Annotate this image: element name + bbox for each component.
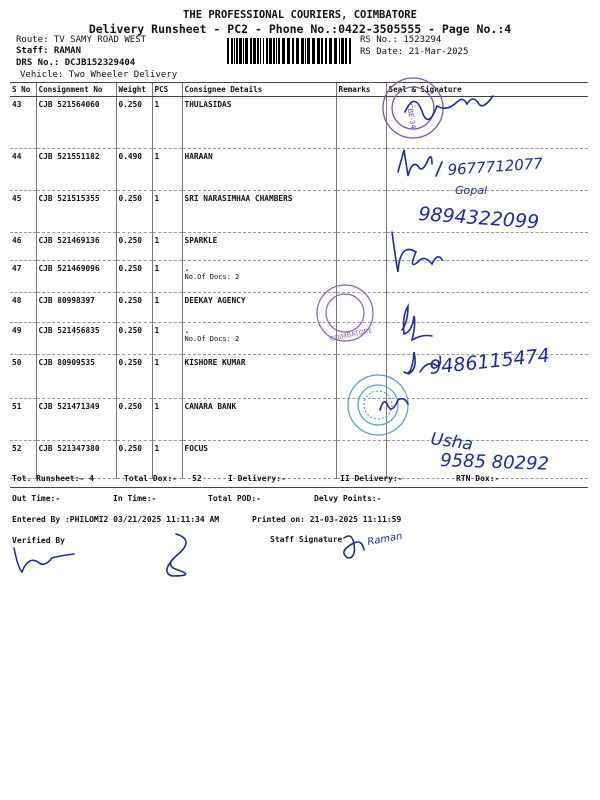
cell-weight-text: 0.490 xyxy=(118,152,142,161)
barcode-bar xyxy=(296,38,299,64)
barcode-bar xyxy=(239,38,242,64)
cell-sno-text: 49 xyxy=(12,326,22,335)
cell-pcs xyxy=(152,261,182,293)
cell-sno-text: 51 xyxy=(12,402,22,411)
cell-consignment-no-text: CJB 521564060 xyxy=(38,100,100,109)
cell-remarks xyxy=(336,355,386,399)
cell-weight-text: 0.250 xyxy=(118,194,142,203)
cell-weight-text: 0.250 xyxy=(118,358,142,367)
cell-consignment-no xyxy=(36,323,116,355)
barcode-bar xyxy=(287,38,290,64)
col-remarks: Remarks xyxy=(336,83,386,97)
cell-weight xyxy=(116,261,152,293)
cell-weight-text: 0.250 xyxy=(118,402,142,411)
cell-sno xyxy=(10,191,36,233)
cell-sno xyxy=(10,323,36,355)
cell-consignee-text: . xyxy=(184,264,190,273)
table-row xyxy=(10,261,588,293)
cell-consignee-text: SPARKLE xyxy=(184,236,218,245)
cell-weight xyxy=(116,441,152,479)
cell-consignment-no xyxy=(36,261,116,293)
cell-consignment-no-text: CJB 521456835 xyxy=(38,326,100,335)
cell-sno xyxy=(10,293,36,323)
table-row xyxy=(10,441,588,479)
cell-consignment-no-text: CJB 521551182 xyxy=(38,152,100,161)
cell-weight xyxy=(116,233,152,261)
cell-pcs xyxy=(152,233,182,261)
cell-consignee-text: SRI NARASIMHAA CHAMBERS xyxy=(184,194,293,203)
cell-pcs xyxy=(152,441,182,479)
cell-consignment-no xyxy=(36,441,116,479)
cell-pcs-text: 1 xyxy=(154,326,160,335)
cell-pcs xyxy=(152,97,182,149)
cell-remarks xyxy=(336,293,386,323)
cell-consignment-no xyxy=(36,293,116,323)
cell-seal-signature xyxy=(386,399,588,441)
cell-weight xyxy=(116,191,152,233)
cell-sno-text: 45 xyxy=(12,194,22,203)
cell-pcs xyxy=(152,399,182,441)
cell-consignment-no xyxy=(36,355,116,399)
barcode-bar xyxy=(260,38,261,64)
cell-sno xyxy=(10,441,36,479)
barcode-bar xyxy=(329,38,332,64)
cell-pcs xyxy=(152,323,182,355)
barcode-bar xyxy=(263,38,264,64)
barcode-bar xyxy=(334,38,337,64)
table-row xyxy=(10,97,588,149)
cell-pcs-text: 1 xyxy=(154,358,160,367)
svg-text:9585 80292: 9585 80292 xyxy=(439,450,550,475)
cell-sno-text: 43 xyxy=(12,100,22,109)
cell-pcs xyxy=(152,149,182,191)
route: Route: TV SAMY ROAD WEST xyxy=(16,35,147,45)
cell-pcs-text: 1 xyxy=(154,100,160,109)
ii-delivery: II Delivery:- xyxy=(340,474,403,483)
col-sno: S No xyxy=(10,83,36,97)
svg-text:9677712077: 9677712077 xyxy=(447,154,544,179)
cell-pcs xyxy=(152,293,182,323)
cell-remarks xyxy=(336,261,386,293)
in-time: In Time:- xyxy=(113,494,157,503)
cell-weight-text: 0.250 xyxy=(118,264,142,273)
svg-text:9894322099: 9894322099 xyxy=(417,203,540,234)
cell-weight-text: 0.250 xyxy=(118,100,142,109)
col-pcs: PCS xyxy=(152,83,182,97)
barcode-bar xyxy=(245,38,248,64)
cell-weight xyxy=(116,399,152,441)
barcode-bar xyxy=(257,38,259,64)
barcode-bar xyxy=(341,38,344,64)
table-row xyxy=(10,293,588,323)
cell-weight xyxy=(116,355,152,399)
svg-text:9486115474: 9486115474 xyxy=(428,344,551,379)
barcode-bar xyxy=(349,38,351,64)
cell-consignee-text: . xyxy=(184,326,190,335)
cell-sno xyxy=(10,261,36,293)
total-dox-count: 52 xyxy=(192,474,202,483)
cell-consignee xyxy=(182,293,336,323)
i-delivery: I Delivery:- xyxy=(228,474,286,483)
svg-text:Usha: Usha xyxy=(429,429,475,455)
table-row xyxy=(10,191,588,233)
table-header-row xyxy=(10,83,588,97)
barcode-bar xyxy=(234,38,235,64)
cell-consignment-no xyxy=(36,233,116,261)
docs-count: No.Of Docs: 2 xyxy=(184,335,240,343)
docs-count: No.Of Docs: 2 xyxy=(184,273,240,281)
cell-consignment-no-text: CJB 80909535 xyxy=(38,358,95,367)
cell-weight-text: 0.250 xyxy=(118,326,142,335)
cell-remarks xyxy=(336,323,386,355)
barcode-bar xyxy=(243,38,244,64)
cell-consignee-text: HARAAN xyxy=(184,152,213,161)
cell-seal-signature xyxy=(386,355,588,399)
barcode-bar xyxy=(269,38,272,64)
cell-weight xyxy=(116,323,152,355)
entered-by: Entered By :PHILOMI2 03/21/2025 11:11:34 AM xyxy=(12,515,220,524)
barcode-bar xyxy=(321,38,323,64)
cell-consignee xyxy=(182,323,336,355)
cell-sno xyxy=(10,97,36,149)
cell-sno-text: 46 xyxy=(12,236,22,245)
barcode-bar xyxy=(325,38,327,64)
total-runsheet: Tot. Runsheet:- 4 xyxy=(12,474,94,483)
cell-seal-signature xyxy=(386,261,588,293)
cell-consignee-text: DEEKAY AGENCY xyxy=(184,296,246,305)
barcode-bar xyxy=(227,38,229,64)
cell-sno xyxy=(10,399,36,441)
vehicle: Vehicle: Two Wheeler Delivery xyxy=(20,70,178,80)
barcode-bar xyxy=(282,38,285,64)
cell-consignment-no xyxy=(36,399,116,441)
barcode-bar xyxy=(305,38,306,64)
cell-weight-text: 0.250 xyxy=(118,296,142,305)
cell-remarks xyxy=(336,441,386,479)
barcode-bar xyxy=(236,38,238,64)
barcode-bar xyxy=(253,38,256,64)
barcode-bar xyxy=(276,38,277,64)
delvy-points: Delvy Points:- xyxy=(314,494,382,503)
runsheet-table xyxy=(10,82,588,479)
barcode-bar xyxy=(312,38,315,64)
cell-seal-signature xyxy=(386,293,588,323)
cell-weight-text: 0.250 xyxy=(118,444,142,453)
cell-consignment-no xyxy=(36,149,116,191)
barcode-bar xyxy=(266,38,268,64)
table-row xyxy=(10,233,588,261)
cell-sno-text: 50 xyxy=(12,358,22,367)
cell-consignee xyxy=(182,399,336,441)
svg-text:Raman: Raman xyxy=(366,530,404,548)
barcode-bar xyxy=(317,38,320,64)
cell-consignee xyxy=(182,97,336,149)
cell-pcs-text: 1 xyxy=(154,402,160,411)
staff: Staff: RAMAN xyxy=(16,46,82,56)
cell-consignee-text: FOCUS xyxy=(184,444,208,453)
cell-consignee-text: THULASIDAS xyxy=(184,100,232,109)
barcode-bar xyxy=(301,38,304,64)
svg-text:CBE-34: CBE-34 xyxy=(405,102,418,130)
out-time: Out Time:- xyxy=(12,494,61,503)
cell-consignee xyxy=(182,261,336,293)
cell-seal-signature xyxy=(386,97,588,149)
cell-consignee xyxy=(182,233,336,261)
rtn-dox: RTN Dox:- xyxy=(456,474,500,483)
cell-consignee xyxy=(182,149,336,191)
cell-consignment-no xyxy=(36,97,116,149)
col-weight: Weight xyxy=(116,83,152,97)
cell-consignee xyxy=(182,441,336,479)
barcode-bar xyxy=(339,38,340,64)
barcode-bar xyxy=(250,38,252,64)
cell-consignment-no-text: CJB 521515355 xyxy=(38,194,100,203)
cell-remarks xyxy=(336,191,386,233)
cell-pcs-text: 1 xyxy=(154,194,160,203)
cell-pcs-text: 1 xyxy=(154,296,160,305)
verified-by: Verified By xyxy=(12,536,65,545)
cell-consignment-no-text: CJB 521469136 xyxy=(38,236,100,245)
cell-sno xyxy=(10,149,36,191)
svg-text:COIMBATORE: COIMBATORE xyxy=(329,326,374,344)
cell-consignment-no-text: CJB 80998397 xyxy=(38,296,95,305)
cell-consignee xyxy=(182,355,336,399)
barcode-bar xyxy=(345,38,347,64)
barcode-bar xyxy=(231,38,233,64)
cell-sno-text: 47 xyxy=(12,264,22,273)
cell-weight xyxy=(116,97,152,149)
cell-pcs-text: 1 xyxy=(154,152,160,161)
cell-weight-text: 0.250 xyxy=(118,236,142,245)
table-row xyxy=(10,323,588,355)
printed-on: Printed on: 21-03-2025 11:11:59 xyxy=(252,515,402,524)
barcode-bar xyxy=(278,38,280,64)
barcode-bar xyxy=(307,38,310,64)
table-row xyxy=(10,149,588,191)
barcode-bar xyxy=(273,38,275,64)
cell-sno xyxy=(10,355,36,399)
cell-seal-signature xyxy=(386,191,588,233)
rs-date: RS Date: 21-Mar-2025 xyxy=(360,47,469,57)
svg-text:Gopal: Gopal xyxy=(455,184,488,197)
cell-consignee-text: KISHORE KUMAR xyxy=(184,358,246,367)
runsheet-title: Delivery Runsheet - PC2 - Phone No.:0422-3505555 - Page No.:4 xyxy=(88,22,512,36)
cell-sno-text: 44 xyxy=(12,152,22,161)
total-pod: Total POD:- xyxy=(208,494,261,503)
cell-seal-signature xyxy=(386,149,588,191)
cell-seal-signature xyxy=(386,323,588,355)
table-row xyxy=(10,355,588,399)
table-row xyxy=(10,399,588,441)
cell-pcs-text: 1 xyxy=(154,444,160,453)
cell-pcs-text: 1 xyxy=(154,264,160,273)
col-seal-signature: Seal & Signature xyxy=(386,83,588,97)
cell-sno-text: 48 xyxy=(12,296,22,305)
col-consignment: Consignment No xyxy=(36,83,116,97)
cell-sno-text: 52 xyxy=(12,444,22,453)
cell-consignee-text: CANARA BANK xyxy=(184,402,237,411)
cell-seal-signature xyxy=(386,233,588,261)
cell-consignment-no-text: CJB 521471349 xyxy=(38,402,100,411)
cell-seal-signature xyxy=(386,441,588,479)
cell-remarks xyxy=(336,97,386,149)
cell-weight xyxy=(116,149,152,191)
cell-remarks xyxy=(336,233,386,261)
cell-pcs xyxy=(152,191,182,233)
rs-number: RS No.: 1523294 xyxy=(360,35,442,45)
totals-divider xyxy=(10,487,588,488)
cell-remarks xyxy=(336,149,386,191)
cell-pcs xyxy=(152,355,182,399)
cell-sno xyxy=(10,233,36,261)
cell-pcs-text: 1 xyxy=(154,236,160,245)
company-name: THE PROFESSIONAL COURIERS, COIMBATORE xyxy=(183,9,417,21)
cell-weight xyxy=(116,293,152,323)
barcode xyxy=(227,38,353,64)
staff-signature-label: Staff Signature xyxy=(270,535,343,544)
barcode-bar xyxy=(292,38,294,64)
cell-consignment-no-text: CJB 521469096 xyxy=(38,264,100,273)
col-consignee: Consignee Details xyxy=(182,83,336,97)
drs-number: DRS No.: DCJB152329404 xyxy=(16,58,136,68)
cell-consignee xyxy=(182,191,336,233)
total-dox-label: Total Dox:- xyxy=(124,474,177,483)
cell-consignment-no xyxy=(36,191,116,233)
cell-consignment-no-text: CJB 521347380 xyxy=(38,444,100,453)
cell-remarks xyxy=(336,399,386,441)
